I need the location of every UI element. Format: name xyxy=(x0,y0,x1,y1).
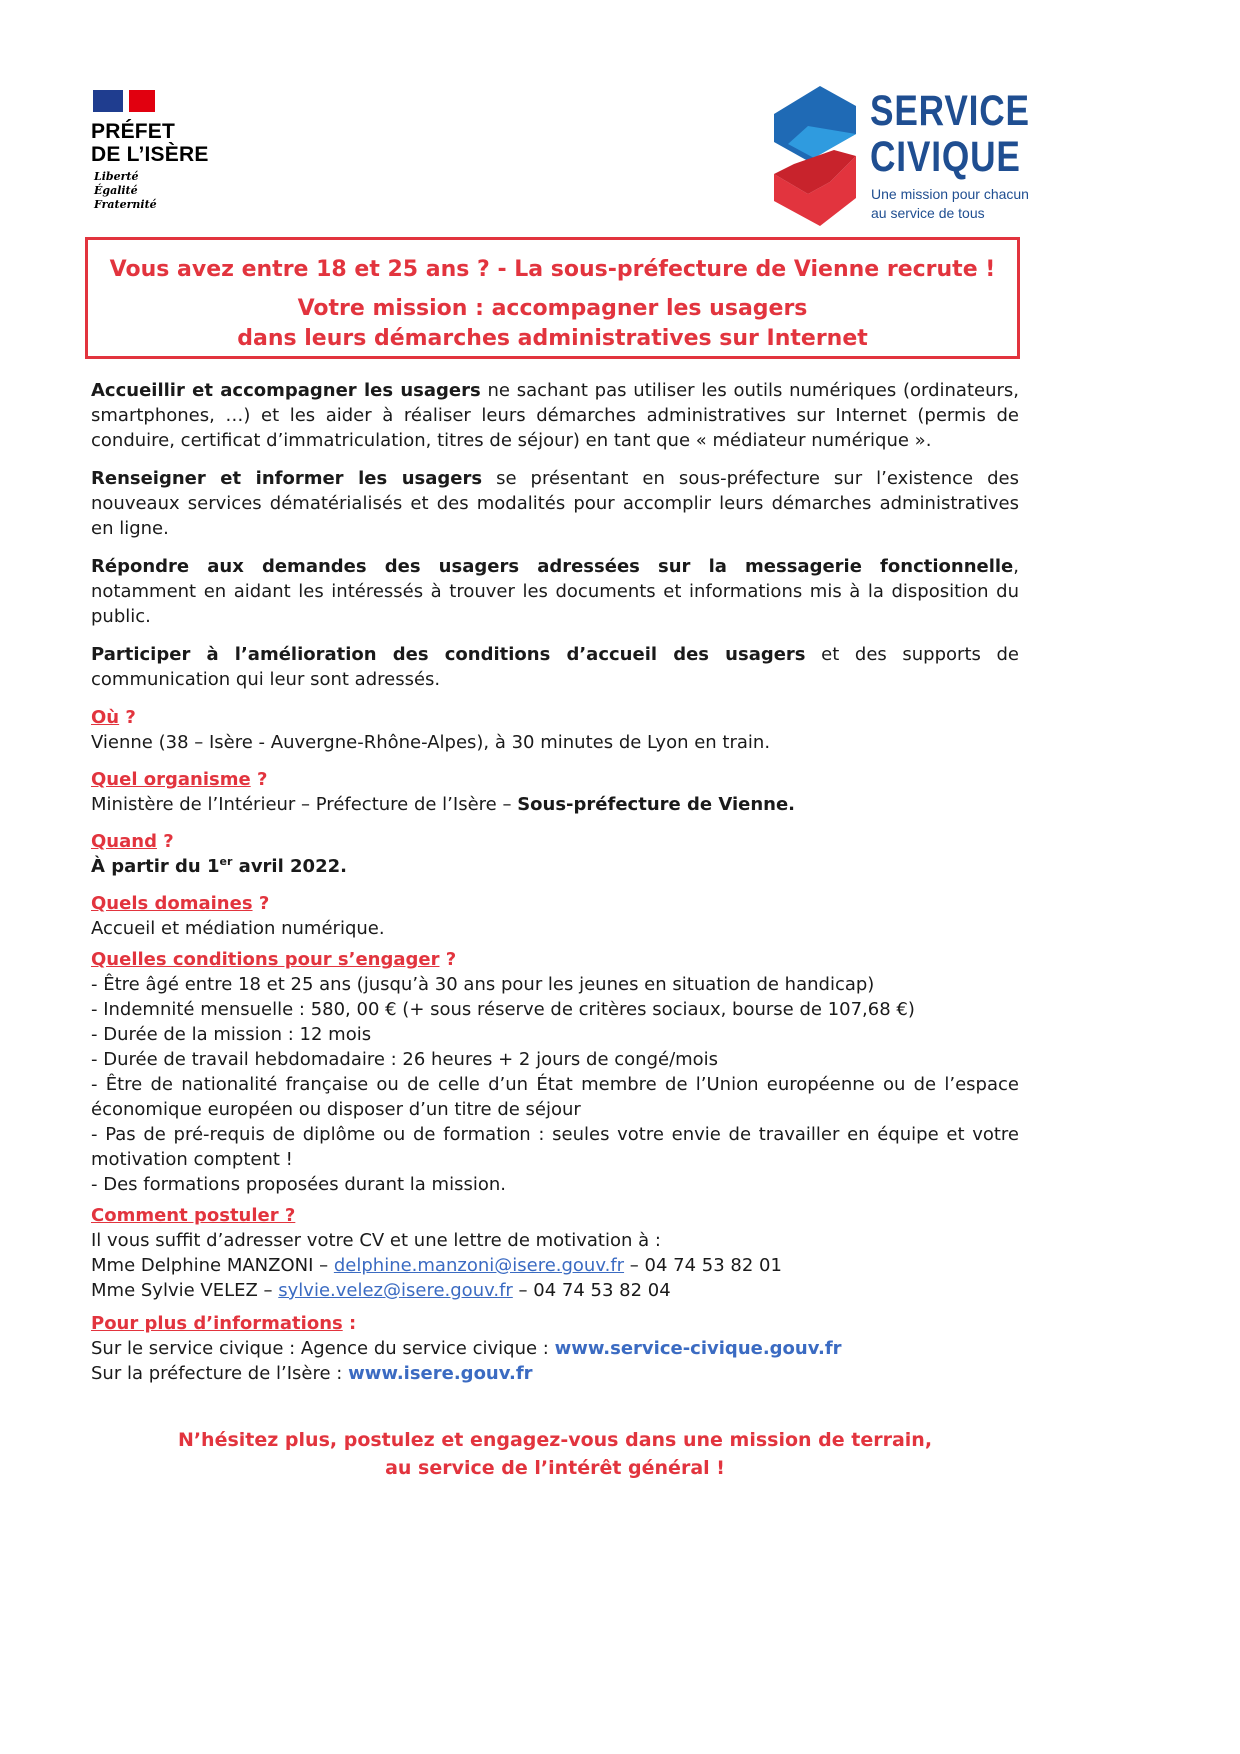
contact-name: Mme Sylvie VELEZ – xyxy=(91,1280,279,1301)
offer-body xyxy=(91,378,1019,1386)
domaines-text: Accueil et médiation numérique. xyxy=(91,918,385,939)
heading-conditions-text: Quelles conditions pour s’engager xyxy=(91,949,440,970)
mission-paragraph-3-text: , notamment en aidant les intéressés à trouver les documents et informations mis à la disposition du public. xyxy=(91,556,1019,627)
organisme-text xyxy=(91,792,1019,817)
heading-domaines-mark: ? xyxy=(252,893,270,914)
contact-email-link[interactable]: delphine.manzoni@isere.gouv.fr xyxy=(333,1255,625,1276)
condition-item: - Être de nationalité française ou de celle d’un État membre de l’Union européenne ou de l’espace économique européen ou disposer d’un titre de séjour xyxy=(91,1074,1019,1120)
contact-phone: – 04 74 53 82 04 xyxy=(512,1280,671,1301)
mission-paragraph-2 xyxy=(91,466,1019,541)
start-date-sup: er xyxy=(219,855,233,868)
call-to-action xyxy=(91,1426,1019,1482)
service-civique-logo-icon xyxy=(774,86,856,226)
mission-paragraph-4-lead: Participer à l’amélioration des conditions d’accueil des usagers xyxy=(91,644,806,665)
flag-blue-band xyxy=(93,90,123,112)
contact-email-link[interactable]: sylvie.velez@isere.gouv.fr xyxy=(278,1280,513,1301)
banner-line-3: dans leurs démarches administratives sur Internet xyxy=(237,326,868,351)
location-text: Vienne (38 – Isère - Auvergne-Rhône-Alpes), à 30 minutes de Lyon en train. xyxy=(91,732,771,753)
mission-paragraph-1-lead: Accueillir et accompagner les usagers xyxy=(91,380,481,401)
heading-ou-mark: ? xyxy=(119,707,136,728)
heading-organisme-mark: ? xyxy=(250,769,268,790)
mission-paragraph-3 xyxy=(91,554,1019,629)
heading-quand-mark: ? xyxy=(156,831,174,852)
isere-website-link[interactable]: www.isere.gouv.fr xyxy=(348,1363,533,1384)
condition-item: - Durée de travail hebdomadaire : 26 heures + 2 jours de congé/mois xyxy=(91,1049,719,1070)
condition-item: - Durée de la mission : 12 mois xyxy=(91,1024,372,1045)
info-label: Sur la préfecture de l’Isère : xyxy=(91,1363,349,1384)
contact-name: Mme Delphine MANZONI – xyxy=(91,1255,334,1276)
condition-item: - Des formations proposées durant la mission. xyxy=(91,1174,506,1195)
section-heading-infos xyxy=(91,1311,1019,1336)
heading-infos-text: Pour plus d’informations xyxy=(91,1313,343,1334)
condition-item: - Indemnité mensuelle : 580, 00 € (+ sous réserve de critères sociaux, bourse de 107,68 €) xyxy=(91,999,915,1020)
marianne-flag-logo xyxy=(93,90,155,112)
start-date-prefix: À partir du 1 xyxy=(91,856,220,877)
flag-red-band xyxy=(129,90,155,112)
heading-organisme-text: Quel organisme xyxy=(91,769,251,790)
contact-row xyxy=(91,1253,1019,1278)
mission-paragraph-3-lead: Répondre aux demandes des usagers adressées sur la messagerie fonctionnelle xyxy=(91,556,1014,577)
condition-item: - Pas de pré-requis de diplôme ou de formation : seules votre envie de travailler en équipe et votre motivation comptent ! xyxy=(91,1124,1019,1170)
prefet-title: PRÉFET DE L’ISÈRE xyxy=(91,120,209,166)
mission-paragraph-2-text: se présentant en sous-préfecture sur l’existence des nouveaux services dématérialisés et des modalités pour accomplir leurs démarches administratives en ligne. xyxy=(91,468,1019,539)
info-row xyxy=(91,1336,1019,1361)
mission-paragraph-2-lead: Renseigner et informer les usagers xyxy=(91,468,483,489)
heading-ou-text: Où xyxy=(91,707,120,728)
heading-quand-text: Quand xyxy=(91,831,157,852)
conditions-list xyxy=(91,972,1019,1197)
section-heading-domaines xyxy=(91,891,1019,916)
service-civique-website-link[interactable]: www.service-civique.gouv.fr xyxy=(554,1338,842,1359)
condition-item: - Être âgé entre 18 et 25 ans (jusqu’à 30 ans pour les jeunes en situation de handicap) xyxy=(91,974,875,995)
section-heading-postuler xyxy=(91,1203,1019,1228)
headline-banner xyxy=(85,237,1020,359)
postuler-intro: Il vous suffit d’adresser votre CV et une lettre de motivation à : xyxy=(91,1230,661,1251)
section-heading-quand xyxy=(91,829,1019,854)
banner-line-2: Votre mission : accompagner les usagers xyxy=(297,296,808,321)
start-date xyxy=(91,854,1019,879)
contact-row xyxy=(91,1278,1019,1303)
cta-line-1: N’hésitez plus, postulez et engagez-vous dans une mission de terrain, xyxy=(177,1429,933,1451)
mission-paragraph-4-text: et des supports de communication qui leur sont adressés. xyxy=(91,644,1019,690)
heading-infos-mark: : xyxy=(342,1313,357,1334)
start-date-suffix: avril 2022. xyxy=(232,856,347,877)
cta-line-2: au service de l’intérêt général ! xyxy=(385,1457,725,1479)
info-label: Sur le service civique : Agence du service civique : xyxy=(91,1338,555,1359)
heading-conditions-mark: ? xyxy=(439,949,457,970)
organisme-bold: Sous-préfecture de Vienne. xyxy=(517,794,796,815)
section-heading-organisme xyxy=(91,767,1019,792)
organisme-plain: Ministère de l’Intérieur – Préfecture de l’Isère – xyxy=(91,794,518,815)
heading-domaines-text: Quels domaines xyxy=(91,893,253,914)
section-heading-ou xyxy=(91,705,1019,730)
contact-phone: – 04 74 53 82 01 xyxy=(624,1255,782,1276)
info-row xyxy=(91,1361,1019,1386)
service-civique-title: SERVICE CIVIQUE xyxy=(870,87,1030,181)
mission-paragraph-4 xyxy=(91,642,1019,692)
mission-paragraph-1-text: ne sachant pas utiliser les outils numériques (ordinateurs, smartphones, …) et les aider à réaliser leurs démarches administratives sur Internet (permis de conduire, certificat d’immatriculation, titres de séjour) en tant que « médiateur numérique ». xyxy=(91,380,1019,451)
heading-postuler-text: Comment postuler ? xyxy=(91,1205,296,1226)
mission-paragraph-1 xyxy=(91,378,1019,453)
republic-motto: Liberté Égalité Fraternité xyxy=(94,170,157,211)
section-heading-conditions xyxy=(91,947,1019,972)
banner-line-1: Vous avez entre 18 et 25 ans ? - La sous-préfecture de Vienne recrute ! xyxy=(109,257,996,282)
service-civique-tagline: Une mission pour chacun au service de tous xyxy=(871,186,1029,221)
